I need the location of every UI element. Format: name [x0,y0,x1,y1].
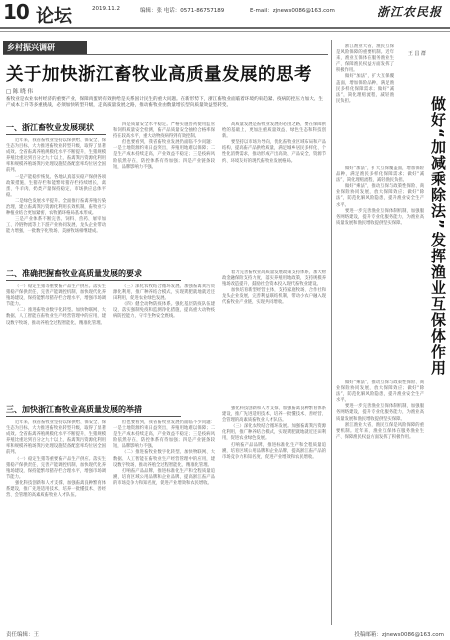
paragraph: 强化科技创新和人才支撑，加强畜禽良种繁育体系建设，推广先进适用技术，培养一批懂技术、善经营、会管理的高素质畜牧业人才队伍。 [6,480,106,499]
paragraph: 要坚持以市场为导向，优化畜牧业区域布局和产品结构，提高畜产品供给质量，满足城乡居民多样化、个性化消费需求，推动形成产出高效、产品安全、资源节约、环境友好的现代畜牧业发展格局。 [222,140,326,164]
masthead [0,0,450,30]
contact-email: E-mail：zjnews0086@163.com [250,8,335,14]
paragraph: 做好“加法”，扩大互保覆盖面，增加保险品种，满足渔民多样化保障需求；做好“减法”，简化理赔流程，减轻渔民负担。 [336,166,424,184]
section-rule-3 [6,416,181,417]
article-title: 关于加快浙江畜牧业高质量发展的思考 [6,65,312,85]
article-column-3 [222,122,326,263]
paragraph: 浙江渔业大省，渔民互保是风险保障的重要机制。近年来，渔业互保体在服务渔业生产、保障渔民权益方面发挥了积极作用。 [336,44,394,74]
article-column-9 [222,406,326,625]
section-heading-2: 二、准确把握畜牧业高质量发展的要求 [6,269,142,278]
issue-date: 2019.11.2 [92,6,120,12]
paragraph: 做好“乘法”，推动互保与政策性保险、商业保险协同发展，放大保障效应；做好“除法”，防范化解风险隐患，提升渔业安全生产水平。 [336,380,424,404]
section-name: 论坛 [36,6,72,27]
article-intro: 畜牧业是农业农村经济的重要产业，保障肉蛋奶有效供给是关系国计民生的重大问题。在新形势下，浙江畜牧业面临着环境约束趋紧、疫病防控压力加大、生产成本上升等多重挑战，必须加快转型升级，走高质量发展之路，推动畜牧业由数量增长型向质量效益型转变。 [6,97,323,109]
sidebar-column-mid [336,166,424,376]
article-column-6 [222,270,326,399]
paragraph: 但也要看到，我省畜牧业发展仍面临不少问题：一是土地资源约束日益突出，养殖用地难以保障；二是生产成本持续走高，产业效益不稳定；三是疫病风险依然存在，防控体系有待加强；四是产业链条较短，品牌影响力不强。 [113,420,215,450]
column-tag-rule [3,54,328,55]
paragraph: 但也要看到，我省畜牧业发展仍面临不少问题：一是土地资源约束日益突出，养殖用地难以保障；二是生产成本持续走高，产业效益不稳定；三是疫病风险依然存在，防控体系有待加强；四是产业链条较短，品牌影响力不强。 [113,140,215,170]
section-rule-2 [6,280,181,281]
paragraph: 要进一步完善渔业互保体制机制，加强服务网络建设，提升专业化服务能力，为渔业高质量发展和渔民增收提供坚实保障。 [336,208,424,226]
paragraph: 强化科技创新和人才支撑，加强畜禽良种繁育体系建设，推广先进适用技术，培养一批懂技术、善经营、会管理的高素质畜牧业人才队伍。 [222,406,326,424]
sidebar-title-part1: 做好“加减乘除法” [429,96,447,230]
footer-editor: 责任编辑：王 [6,632,40,638]
sidebar-column-bottom [336,380,424,625]
paragraph: （二）推进畜牧业数字化转型。加快物联网、大数据、人工智能在畜牧业生产经营管理中的应用，建设数字牧场，推动养殖全过程智能化、精准化管理。 [6,308,106,326]
header-rule [0,27,450,29]
article-column-7 [6,420,106,625]
paragraph: 一是产能稳步恢复。各地认真落实稳产保供各项政策措施，生猪存栏和能繁母猪存栏持续增长，禽蛋、牛羊肉、奶类产量保持稳定，市场供应总体平稳。 [6,174,106,198]
paragraph: 二是绿色发展水平提升。全面推行畜禽养殖污染治理，建立畜禽粪污资源化利用长效机制，畜牧业与种植业结合更加紧密，农牧循环格局基本形成。 [6,198,106,217]
sidebar-author: 王 昌 群 [407,51,426,57]
paragraph: 近年来，我省畜牧业坚持以保供给、保安全、保生态为目标，大力推进畜牧业转型升级，取得了显著成效。全省畜禽养殖规模化水平不断提升，生猪规模养殖比重达到百分之九十以上，畜禽粪污资源化利用率和规模养殖场粪污处理设施装备配套率均位居全国前列。 [6,420,106,456]
article-column-5 [113,284,215,399]
newspaper-logo: 浙江农民报 [376,5,442,19]
header-rule-thin [0,31,450,32]
article-column-8 [113,420,215,625]
article-author: □ 陈 晓 伟 [6,89,33,95]
article-column-1 [6,138,106,263]
paragraph: 近年来，我省畜牧业坚持以保供给、保安全、保生态为目标，大力推进畜牧业转型升级，取得了显著成效。全省畜禽养殖规模化水平不断提升，生猪规模养殖比重达到百分之九十以上，畜禽粪污资源化利用率和规模养殖场粪污处理设施装备配套率均位居全国前列。 [6,138,106,174]
paragraph: 四是质量安全水平稳定。严格实施兽药使用监管和饲料质量安全检测，畜产品质量安全抽检合格率保持在较高水平，重大动物疫病得到有效控制。 [113,122,215,140]
article-column-2 [113,122,215,263]
page-number: 10 [3,0,29,24]
paragraph: 浙江渔业大省，渔民互保是风险保障的重要机制。近年来，渔业互保体在服务渔业生产、保障渔民权益方面发挥了积极作用。 [336,422,424,440]
editor-phone: 编辑：张 电话：0571-86757189 [140,8,225,14]
paragraph: （一）稳定生猪等重要畜产品生产供应。落实生猪稳产保供责任，完善产能调控机制，加快现代化养殖场建设，保持能繁母猪存栏合理水平，增强市场调节能力。 [6,284,106,308]
paragraph: 做好“加法”，扩大互保覆盖面，增加保险品种，满足渔民多样化保障需求；做好“减法”，简化理赔流程，减轻渔民负担。 [336,74,394,104]
sidebar-title-part2: 发挥渔业互保体作用 [429,232,447,376]
paragraph: 加快培育新型经营主体，支持家庭牧场、合作社和龙头企业发展，完善利益联结机制，带动小农户融入现代畜牧业产业链，实现共同增收。 [222,288,326,306]
footer-email: 投稿邮箱：zjnews0086@163.com [354,632,444,638]
paragraph: 做好“乘法”，推动互保与政策性保险、商业保险协同发展，放大保障效应；做好“除法”，防范化解风险隐患，提升渔业安全生产水平。 [336,184,424,208]
paragraph: （三）深化农牧结合循环发展。加强畜禽粪污资源化利用，推广种养结合模式，实现粪肥就地就近还田利用，促进农业绿色发展。 [222,424,326,442]
paragraph: 着力完善畜牧业高质量发展政策支持体系，加大财政金融保险支持力度，落实养殖用地政策，支持规模养殖场改造提升，鼓励社会资本投入现代畜牧业建设。 [222,270,326,288]
paragraph: 打响畜产品品牌，推进标准化生产和全程质量追溯，培育区域公用品牌和企业品牌，提高浙江畜产品的市场竞争力和知名度，促进产业增效和农民增收。 [222,442,326,460]
paragraph: （三）深化农牧结合循环发展。加强畜禽粪污资源化利用，推广种养结合模式，实现粪肥就地就近还田利用，促进农业绿色发展。 [113,284,215,302]
sidebar-column-top [336,44,394,164]
paragraph: 三是产业体系不断完善。饲料、兽药、屠宰加工、冷链物流等上下游产业协同发展，龙头企业带动能力增强，一批数字化牧场、美丽牧场相继建成。 [6,217,106,235]
column-divider [331,40,332,625]
article-column-4 [6,284,106,399]
paragraph: （一）稳定生猪等重要畜产品生产供应。落实生猪稳产保供责任，完善产能调控机制，加快现代化养殖场建设，保持能繁母猪存栏合理水平，增强市场调节能力。 [6,456,106,480]
paragraph: （二）推进畜牧业数字化转型。加快物联网、大数据、人工智能在畜牧业生产经营管理中的应用，建设数字牧场，推动养殖全过程智能化、精准化管理。 [113,450,215,468]
section-heading-3: 三、加快浙江畜牧业高质量发展的举措 [6,405,142,414]
section-heading-1: 一、浙江畜牧业发展现状 [6,123,94,132]
paragraph: 要进一步完善渔业互保体制机制，加强服务网络建设，提升专业化服务能力，为渔业高质量发展和渔民增收提供坚实保障。 [336,404,424,422]
paragraph: 高质量发展是畜牧业发展的必由之路，要在保障供给的基础上，更加注重质量效益、绿色生态和科技创新。 [222,122,326,140]
paragraph: （四）健全动物防疫体系。强化基层防疫队伍建设，落实强制免疫和监测净化措施，提高重大动物疫病防控能力，守牢生物安全底线。 [113,302,215,320]
paragraph: 打响畜产品品牌，推进标准化生产和全程质量追溯，培育区域公用品牌和企业品牌，提高浙江畜产品的市场竞争力和知名度，促进产业增效和农民增收。 [113,468,215,486]
column-tag: 乡村振兴调研 [3,41,87,54]
section-rule-1 [6,134,106,135]
